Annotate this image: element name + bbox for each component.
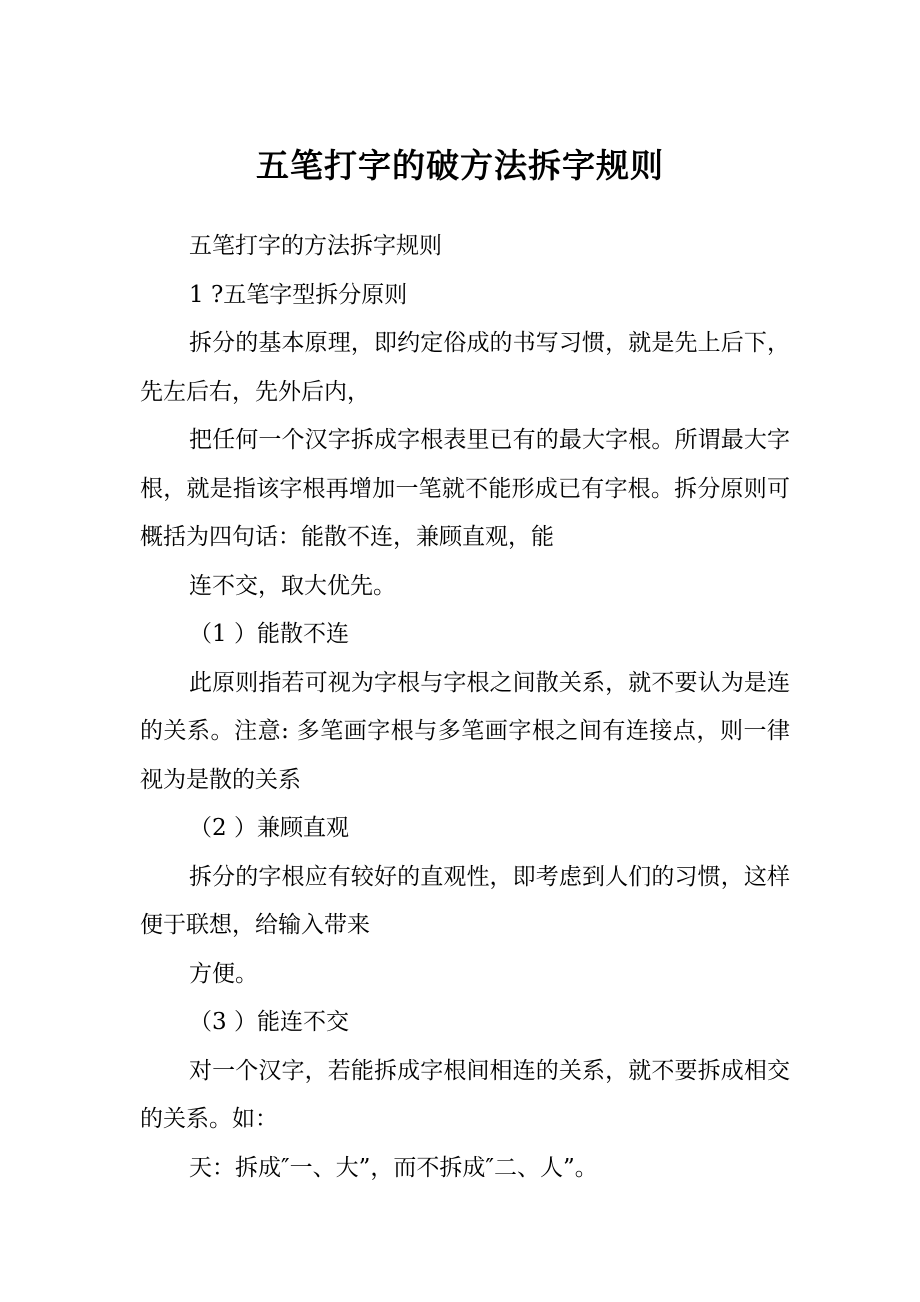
paragraph: 拆分的字根应有较好的直观性，即考虑到人们的习惯，这样便于联想，给输入带来 xyxy=(140,863,790,938)
paragraph-subtitle: 五笔打字的方法拆字规则 xyxy=(189,233,442,259)
paragraph: 对一个汉字，若能拆成字根间相连的关系，就不要拆成相交的关系。如： xyxy=(140,1057,790,1132)
paragraph-rule-heading: （3 ）能连不交 xyxy=(189,1009,349,1035)
paragraph-rule-heading: （1 ）能散不连 xyxy=(189,621,349,647)
paragraph-section-heading: 1 ?五笔字型拆分原则 xyxy=(189,281,408,308)
paragraph: 把任何一个汉字拆成字根表里已有的最大字根。所谓最大字根，就是指该字根再增加一笔就不能形成已有字根。拆分原则可概括为四句话：能散不连，兼顾直观，能 xyxy=(140,427,790,550)
paragraph-rule-heading: （2 ）兼顾直观 xyxy=(189,815,349,841)
paragraph: 此原则指若可视为字根与字根之间散关系，就不要认为是连的关系。注意: 多笔画字根与多笔画字根之间有连接点，则一律视为是散的关系 xyxy=(140,669,790,793)
document-title: 五笔打字的破方法拆字规则 xyxy=(256,146,664,185)
paragraph: 方便。 xyxy=(189,960,258,987)
paragraph: 拆分的基本原理，即约定俗成的书写习惯，就是先上后下，先左后右，先外后内， xyxy=(140,330,790,405)
paragraph: 连不交，取大优先。 xyxy=(189,572,396,599)
paragraph-example: 天：拆成″一、大”，而不拆成″二、人”。 xyxy=(189,1154,598,1181)
document-body xyxy=(140,222,790,1192)
